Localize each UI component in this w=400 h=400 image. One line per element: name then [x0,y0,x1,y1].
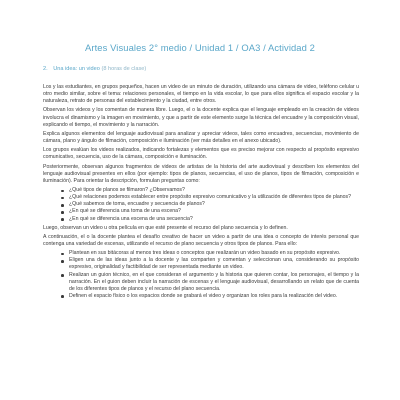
question-item: ¿Qué sabemos de toma, encuadre y secuencia de planos? [61,201,359,208]
question-item: ¿En qué se diferencia una toma de una escena? [61,208,359,215]
step-item: Realizan un guion técnico, en el que consideran el argumento y la historia que quieren contar, los personajes, el tiempo y la narración. En el guion deben incluir la narración de escenas y el lenguaje audiovisual, desarrollando un relato que de cuenta de los diferentes tipos de planos y el recurso del plano secuencia. [61,272,359,293]
paragraph: Posteriormente, observan algunos fragmentos de videos de artistas de la historia del arte audiovisual y describen los elementos del lenguaje audiovisual presentes en ellos (por ejemplo: tipos de planos, secuencias, el uso de planos, tipos de filmación, composición e iluminación). Para orientar la descripción, formulan preguntas como: [43,163,359,184]
step-item: Eligen una de las ideas junto a la docente y las comparten y comentan y seleccionan una, considerando su propósito expresivo, originalidad y factibilidad de ser representada mediante un video. [61,257,359,271]
document-body [43,84,359,302]
step-item: Definen el espacio físico o los espacios donde se grabará el video y organizan los roles para la realización del video. [61,293,359,300]
paragraph: Los grupos evalúan los videos realizados, indicando fortalezas y elementos que es preciso mejorar con respecto al propósito expresivo comunicativo, secuencia, uso de la cámara, composición e iluminación. [43,147,359,161]
paragraph: Luego, observan un video u otra película en que esté presente el recurso del plano secuencia y lo definen. [43,224,288,231]
steps-list [43,250,359,300]
section-number: 2. [43,66,48,72]
question-item: ¿Qué tipos de planos se filmaron? ¿Observamos? [61,187,359,194]
paragraph: Los y las estudiantes, en grupos pequeños, hacen un video de un minuto de duración, utilizando una cámara de video, teléfono celular u otro medio similar, sobre el tema: relaciones personales, el tiempo en la vida escolar, lo que para ellos significa el espacio escolar y la naturaleza, retrato de personas del establecimiento y la ciudad, entre otros. [43,84,359,105]
question-item: ¿En qué se diferencia una escena de una secuencia? [61,216,359,223]
paragraph: Explica algunos elementos del lenguaje audiovisual para analizar y apreciar videos, tales como encuadres, secuencias, movimiento de cámara, plano y ángulo de filmación, composición e iluminación (ver más detalles en el anexo ubicado). [43,130,359,145]
section-label: Una idea: un video [53,66,100,72]
page-title: Artes Visuales 2° medio / Unidad 1 / OA3 / Actividad 2 [85,42,315,53]
section-sublabel: (8 horas de clase) [101,66,147,72]
question-list [43,187,359,222]
question-item: ¿Qué relaciones podemos establecer entre propósito expresivo comunicativo y la utilización de diferentes tipos de planos? [61,194,359,201]
paragraph: A continuación, el o la docente plantea el desafío creativo de hacer un video a partir de una idea o concepto de interés personal que contenga una variedad de escenas, utilizando el recurso de plano secuencia y otros tipos de planos. Para ello: [43,233,359,247]
paragraph: Observan los videos y los comentan de manera libre. Luego, el o la docente explica que el lenguaje empleado en la creación de videos involucra el dinamismo y la imagen en movimiento, y que a partir de este elemento surge la técnica del encuadre y la composición visual, explicando el tiempo, el movimiento y la narración. [43,107,359,128]
section-heading [43,66,146,72]
step-item: Plantean en sus bitácoras al menos tres ideas o conceptos que realizarán un video basado en su propósito expresivo. [61,250,359,257]
